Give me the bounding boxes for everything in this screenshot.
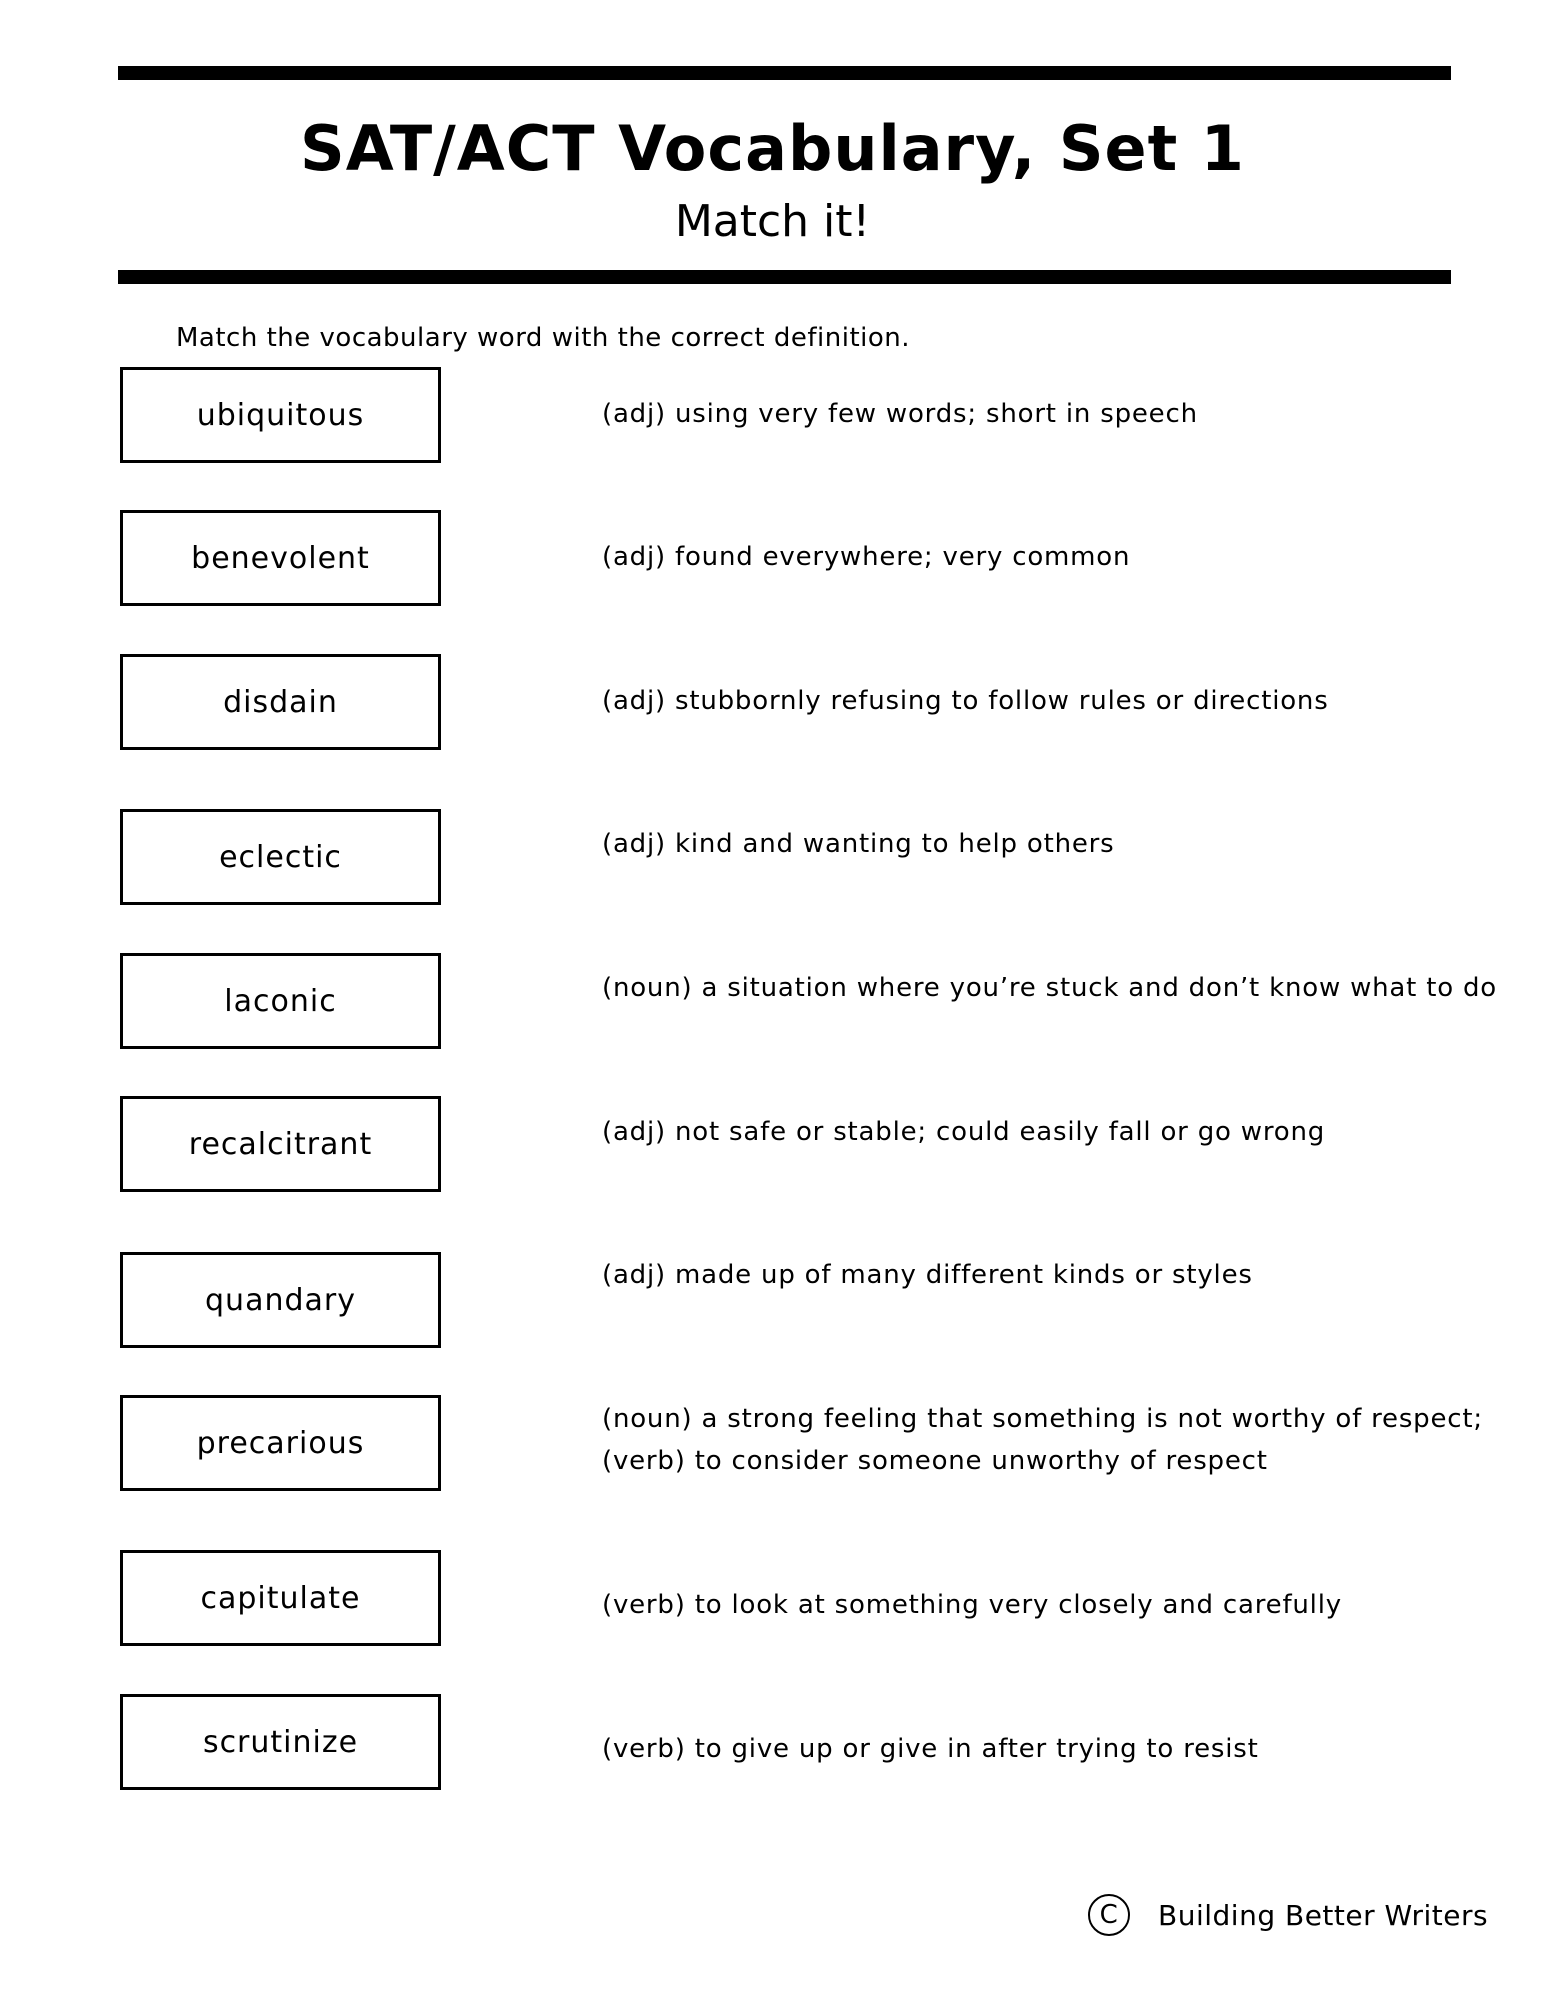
definition-item: (verb) to look at something very closely and carefully xyxy=(602,1590,1342,1620)
word-box: disdain xyxy=(120,654,441,750)
page-title: SAT/ACT Vocabulary, Set 1 xyxy=(300,112,1245,185)
word-box: laconic xyxy=(120,953,441,1049)
word-box: benevolent xyxy=(120,510,441,606)
definition-item: (noun) a strong feeling that something is not worthy of respect; (verb) to consider someone unworthy of respect xyxy=(602,1404,1483,1476)
copyright-icon: C xyxy=(1088,1894,1130,1936)
definition-item: (adj) not safe or stable; could easily fall or go wrong xyxy=(602,1117,1326,1147)
definition-item: (adj) using very few words; short in speech xyxy=(602,399,1198,429)
definition-item: (adj) kind and wanting to help others xyxy=(602,829,1115,859)
word-box: precarious xyxy=(120,1395,441,1491)
word-box: eclectic xyxy=(120,809,441,905)
header-top-rule xyxy=(118,66,1451,80)
definition-item: (adj) stubbornly refusing to follow rules or directions xyxy=(602,686,1329,716)
header-bottom-rule xyxy=(118,270,1451,284)
footer-credit xyxy=(1088,1890,1488,1940)
word-box: ubiquitous xyxy=(120,367,441,463)
word-box: recalcitrant xyxy=(120,1096,441,1192)
page-subtitle: Match it! xyxy=(674,196,871,247)
word-box: capitulate xyxy=(120,1550,441,1646)
definition-item: (verb) to give up or give in after trying to resist xyxy=(602,1734,1259,1764)
definition-item: (noun) a situation where you’re stuck and don’t know what to do xyxy=(602,973,1497,1003)
instructions-text: Match the vocabulary word with the correct definition. xyxy=(176,323,911,353)
footer-text: Building Better Writers xyxy=(1158,1898,1489,1932)
definition-item: (adj) found everywhere; very common xyxy=(602,542,1131,572)
word-box: scrutinize xyxy=(120,1694,441,1790)
definition-item: (adj) made up of many different kinds or styles xyxy=(602,1260,1253,1290)
word-box: quandary xyxy=(120,1252,441,1348)
